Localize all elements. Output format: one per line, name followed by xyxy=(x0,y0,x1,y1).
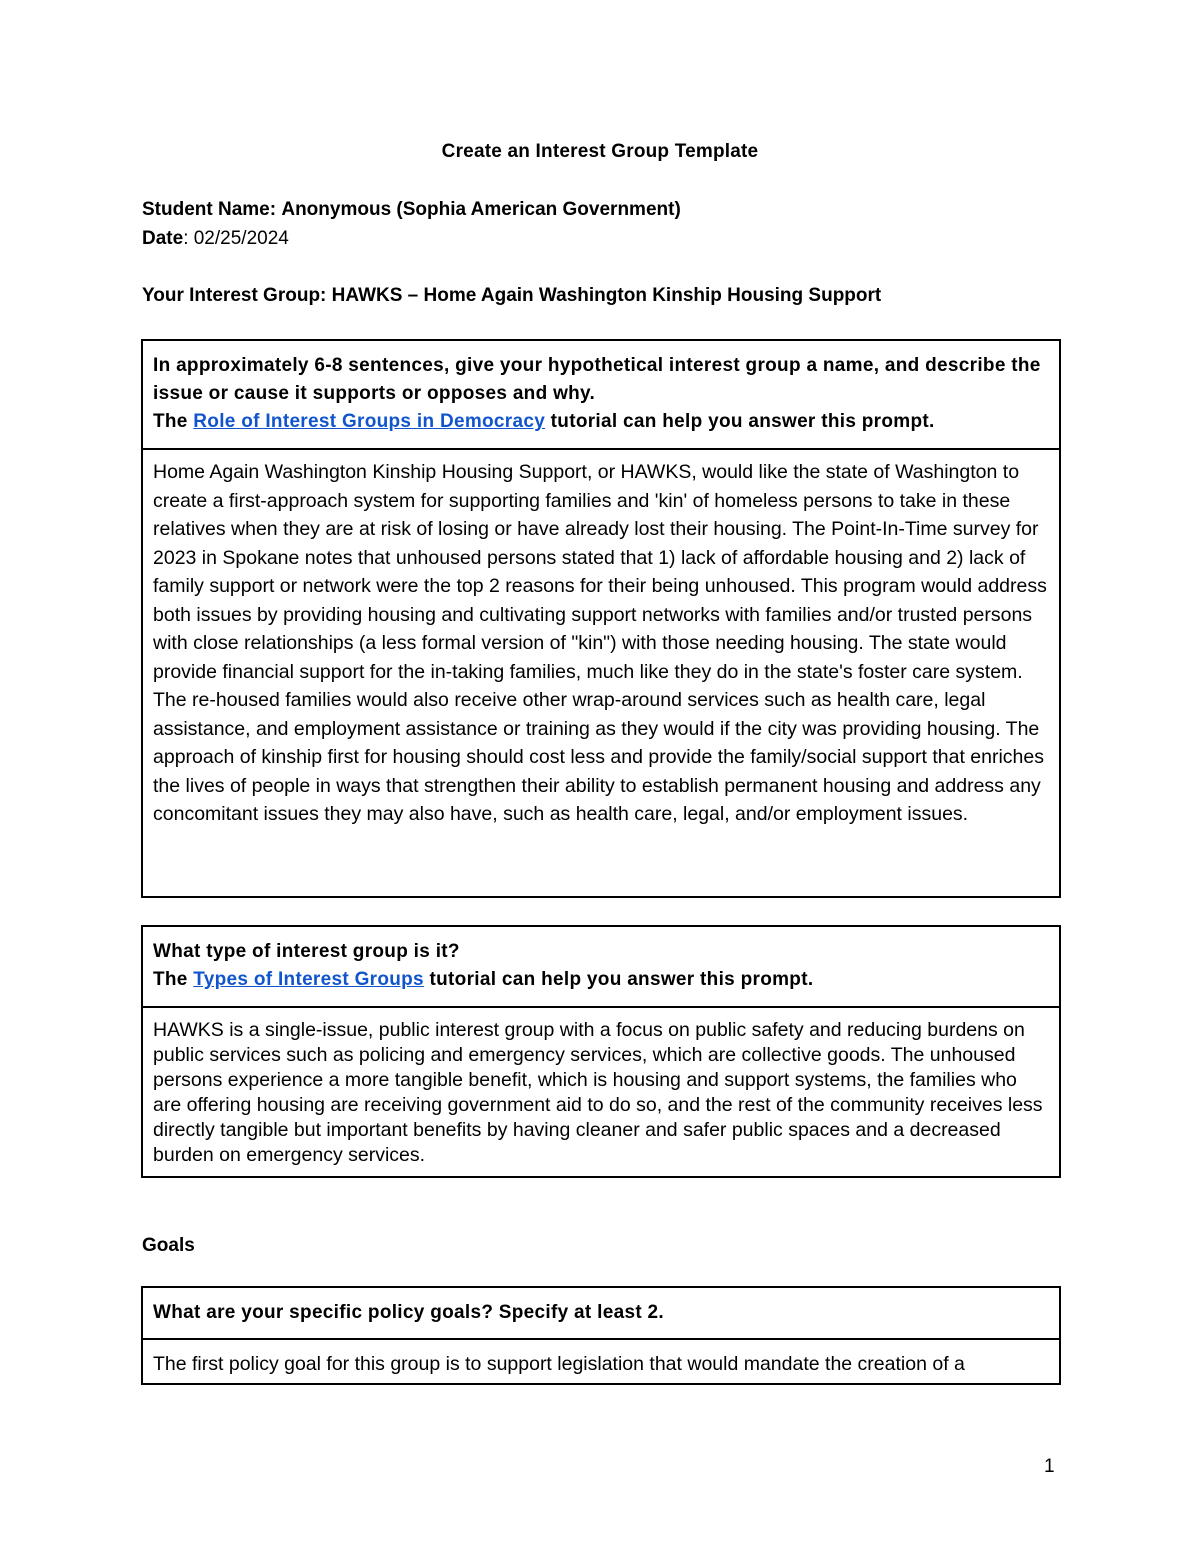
prompt-text: What type of interest group is it? xyxy=(153,941,460,962)
section-type-prompt: What type of interest group is it? The Types of Interest Groups tutorial can help you answer this prompt. xyxy=(143,927,1059,1008)
section-type-box xyxy=(141,925,1061,1178)
date-label: Date xyxy=(142,228,184,249)
date-line xyxy=(142,228,289,250)
page-number: 1 xyxy=(1044,1456,1055,1477)
student-name-value: Anonymous (Sophia American Government) xyxy=(281,199,681,220)
student-name-line xyxy=(142,199,681,221)
student-name-label: Student Name: xyxy=(142,199,277,220)
types-of-interest-groups-link[interactable]: Types of Interest Groups xyxy=(193,969,424,990)
interest-group-line xyxy=(142,285,881,307)
goals-answer: The first policy goal for this group is to support legislation that would mandate the creation of a xyxy=(153,1353,965,1375)
section-description-answer: Home Again Washington Kinship Housing Support, or HAWKS, would like the state of Washington to create a first-approach system for supporting families and 'kin' of homeless persons to take in these relatives when they are at risk of losing or have already lost their housing. The Point-In-Time survey for 2023 in Spokane notes that unhoused persons stated that 1) lack of affordable housing and 2) lack of family support or network were the top 2 reasons for their being unhoused. This program would address both issues by providing housing and cultivating support networks with families and/or trusted persons with close relationships (a less formal version of "kin") with those needing housing. The state would provide financial support for the in-taking families, much like they do in the state's foster care system. The re-housed families would also receive other wrap-around services such as health care, legal assistance, and employment assistance or training as they would if the city was providing housing. The approach of kinship first for housing should cost less and provide the family/social support that enriches the lives of people in ways that strengthen their ability to establish permanent housing and address any concomitant issues they may also have, such as health care, legal, and/or employment issues. xyxy=(153,461,1047,825)
goals-box xyxy=(141,1286,1061,1385)
interest-group-value: HAWKS – Home Again Washington Kinship Housing Support xyxy=(331,285,882,306)
role-of-interest-groups-link[interactable]: Role of Interest Groups in Democracy xyxy=(193,411,546,432)
section-type-answer: HAWKS is a single-issue, public interest group with a focus on public safety and reducing burdens on public services such as policing and emergency services, which are collective goods. The unhoused persons experience a more tangible benefit, which is housing and support systems, the families who are offering housing are receiving government aid to do so, and the rest of the community receives less directly tangible but important benefits by having cleaner and safer public spaces and a decreased burden on emergency services. xyxy=(153,1019,1043,1166)
goals-heading: Goals xyxy=(142,1235,195,1256)
prompt-text: In approximately 6-8 sentences, give your hypothetical interest group a name, and describe the issue or cause it supports or opposes and why. xyxy=(153,355,1041,404)
section-description-box xyxy=(141,339,1061,898)
date-value: : 02/25/2024 xyxy=(183,228,289,249)
section-description-prompt: In approximately 6-8 sentences, give your hypothetical interest group a name, and describe the issue or cause it supports or opposes and why. The Role of Interest Groups in Democracy tutorial can help you answer this prompt. xyxy=(143,341,1059,450)
goals-prompt: What are your specific policy goals? Specify at least 2. xyxy=(143,1288,1059,1340)
page-title: Create an Interest Group Template xyxy=(441,141,759,162)
interest-group-label: Your Interest Group: xyxy=(142,285,327,306)
